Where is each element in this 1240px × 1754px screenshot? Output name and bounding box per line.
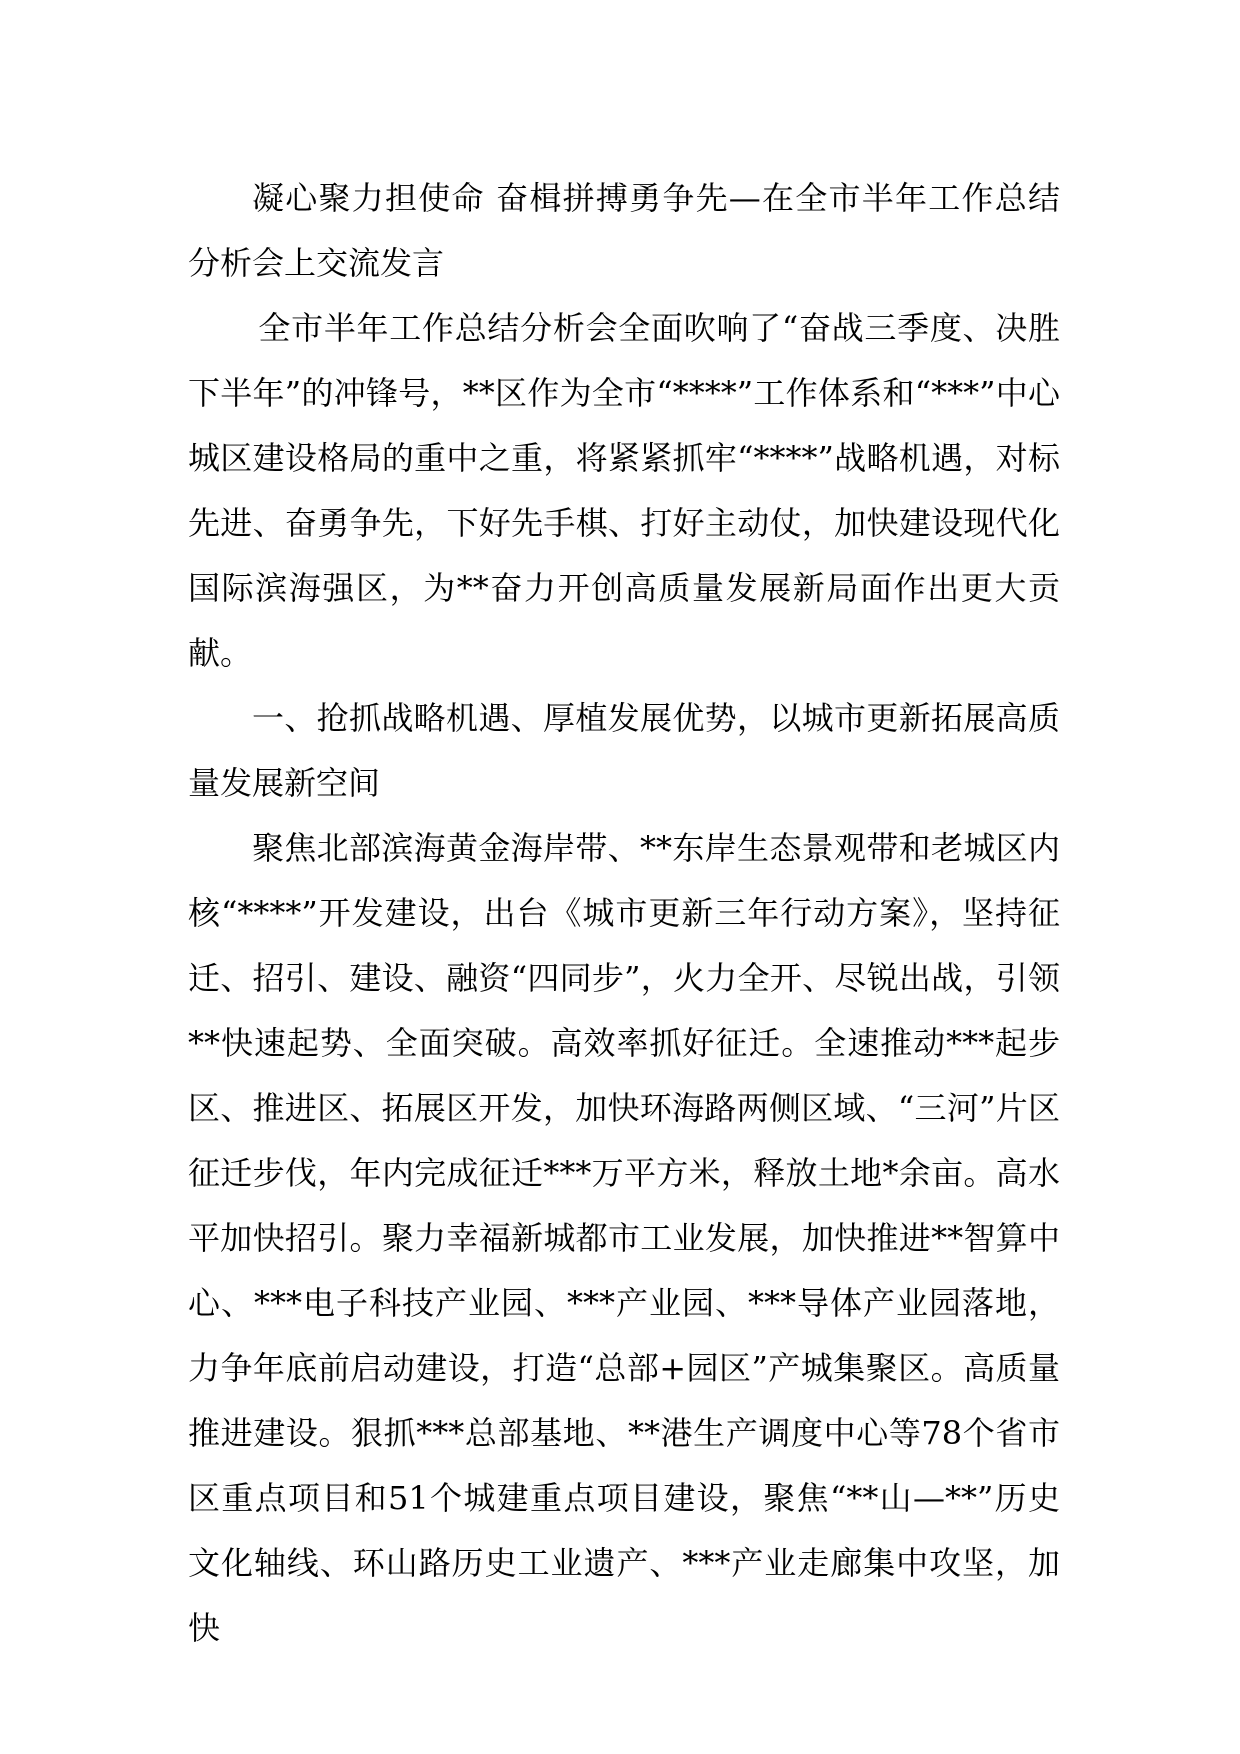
document-body — [188, 166, 1060, 1661]
document-title: 凝心聚力担使命 奋楫拼搏勇争先—在全市半年工作总结分析会上交流发言 — [188, 179, 1060, 282]
body-paragraph: 聚焦北部滨海黄金海岸带、**东岸生态景观带和老城区内核“****”开发建设，出台《城市更新三年行动方案》，坚持征迁、招引、建设、融资“四同步”，火力全开、尽锐出战，引领**快速起势、全面突破。高效率抓好征迁。全速推动***起步区、推进区、拓展区开发，加快环海路两侧区域、“三河”片区征迁步伐，年内完成征迁***万平方米，释放土地*余亩。高水平加快招引。聚力幸福新城都市工业发展，加快推进**智算中心、***电子科技产业园、***产业园、***导体产业园落地，力争年底前启动建设，打造“总部+园区”产城集聚区。高质量推进建设。狠抓***总部基地、**港生产调度中心等78个省市区重点项目和51个城建重点项目建设，聚焦“**山—**”历史文化轴线、环山路历史工业遗产、***产业走廊集中攻坚，加快 — [188, 829, 1060, 1647]
section-heading: 一、抢抓战略机遇、厚植发展优势，以城市更新拓展高质量发展新空间 — [188, 699, 1060, 802]
intro-paragraph: 全市半年工作总结分析会全面吹响了“奋战三季度、决胜下半年”的冲锋号，**区作为全市“****”工作体系和“***”中心城区建设格局的重中之重，将紧紧抓牢“****”战略机遇，对标先进、奋勇争先，下好先手棋、打好主动仗，加快建设现代化国际滨海强区，为**奋力开创高质量发展新局面作出更大贡献。 — [188, 309, 1060, 672]
